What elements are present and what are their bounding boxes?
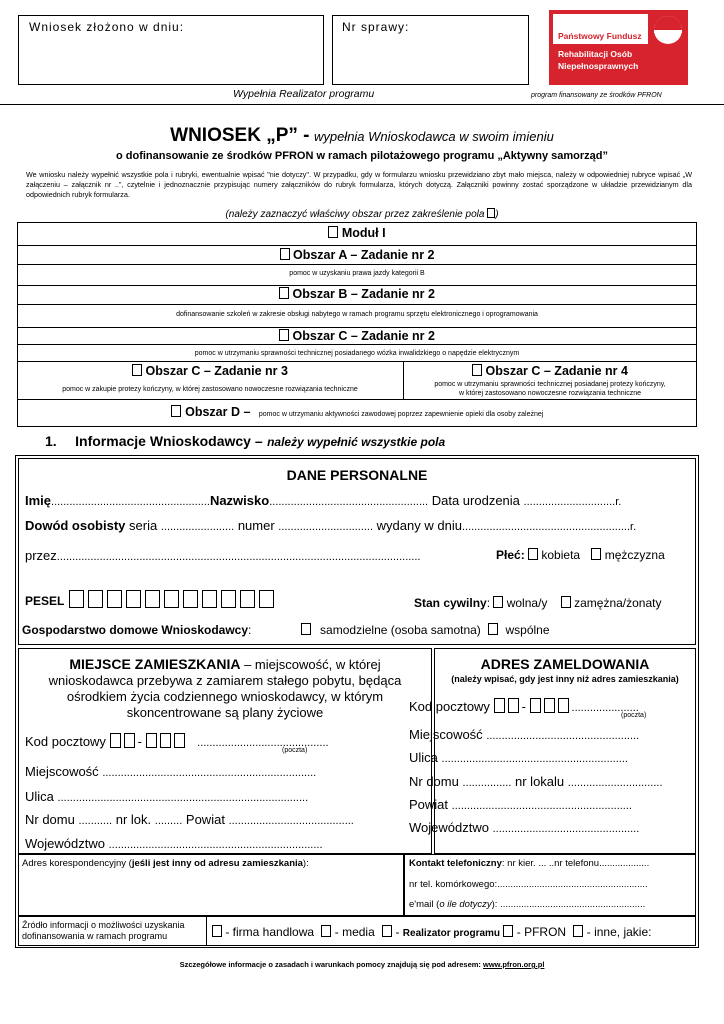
marital-single-label: wolna/y (506, 596, 548, 610)
pesel-digit[interactable] (202, 590, 217, 608)
residence-county-field[interactable]: ......................................... (228, 815, 354, 827)
marital-married-checkbox[interactable] (561, 596, 571, 608)
source-label-2: dofinansowania w ramach programu (22, 931, 168, 941)
phone-row[interactable] (409, 858, 649, 869)
case-number-label: Nr sprawy: (342, 20, 410, 34)
residence-voivodeship-field[interactable]: ...................................................................... (108, 839, 323, 851)
area-b2-desc: dofinansowanie szkoleń w zakresie obsługi nabytego w ramach programu sprzętu elektronicznego i oprogramowania (176, 311, 538, 318)
logo-line-1: Państwowy Fundusz (558, 31, 642, 41)
pesel-digit[interactable] (164, 590, 179, 608)
postcode-digit[interactable] (146, 733, 157, 748)
birth-date-label: Data urodzenia (431, 493, 520, 508)
area-c3-checkbox[interactable] (132, 364, 142, 376)
registration-flat-label: nr lokalu (515, 774, 565, 789)
section-1-title: Informacje Wnioskodawcy – (75, 433, 263, 449)
area-c2-row[interactable] (17, 329, 697, 343)
areas-line-2 (17, 264, 697, 265)
id-number-label: numer (237, 518, 275, 533)
name-row (25, 493, 621, 508)
pfron-logo (549, 10, 688, 85)
area-a2-row[interactable] (17, 248, 697, 262)
household-label: Gospodarstwo domowe Wnioskodawcy (22, 623, 249, 637)
form-title-main: WNIOSEK „P” - (170, 125, 310, 146)
last-name-label: Nazwisko (209, 493, 270, 508)
email-label-italic: o ile dotyczy (439, 899, 492, 910)
pesel-digit[interactable] (221, 590, 236, 608)
source-pfron-label: - PFRON (516, 925, 567, 939)
source-realizator-checkbox[interactable] (382, 925, 392, 937)
section-1-heading (45, 433, 445, 451)
registration-street-field[interactable]: ............................................................. (441, 753, 628, 765)
residence-house-row (25, 812, 354, 827)
area-c4-checkbox[interactable] (472, 364, 482, 376)
areas-line-4 (17, 304, 697, 305)
pesel-digit[interactable] (88, 590, 103, 608)
residence-flat-field[interactable]: ......... (154, 815, 183, 827)
areas-line-3 (17, 285, 697, 286)
id-issued-label: wydany w dniu (376, 518, 462, 533)
intro-text: We wniosku należy wypełnić wszystkie pola i rubryki, ewentualnie wpisać "nie dotyczy". W przypadku, gdy w formularzu wniosku przewidziano zbyt mało miejsca, należy w odpowiedniej rubryce wpisać „W załączeniu – załącznik nr ..”, czytelnie i jednoznacznie przypisując numery załączników do rubryk formularza, których dotyczą. Załączniki powinny zostać sporządzone w układzie przewidzianym dla odpowiednich rubryk formularza. (26, 170, 692, 199)
logo-title-strip (553, 14, 648, 44)
areas-line-6 (17, 344, 697, 345)
registration-house-row (409, 774, 663, 789)
postcode-digit[interactable] (110, 733, 121, 748)
area-c3-row[interactable] (17, 364, 403, 378)
residence-desc-4: skoncentrowane są plany życiowe (126, 705, 324, 720)
email-label: e'mail ( (409, 899, 440, 910)
registration-voivodeship-row (409, 820, 639, 835)
submitted-date-box[interactable] (18, 15, 324, 85)
residence-post-office-caption: (poczta) (282, 747, 308, 754)
area-c4-desc-2: w której zastosowano nowoczesne rozwiązania techniczne (458, 390, 642, 397)
mark-note: (należy zaznaczyć właściwy obszar przez zakreślenie pola ) (225, 209, 499, 220)
mobile-row[interactable]: nr tel. komórkowego:......................................................... (409, 879, 648, 890)
email-field[interactable]: ): ....................................................... (491, 899, 646, 910)
logo-line-3: Niepełnosprawnych (558, 61, 639, 71)
pesel-digit[interactable] (240, 590, 255, 608)
registration-post-office-field[interactable]: ...................... (571, 702, 639, 714)
residence-house-field[interactable]: ........... (78, 815, 113, 827)
source-shop-checkbox[interactable] (212, 925, 222, 937)
registration-street-row (409, 750, 628, 765)
area-a2-desc: pomoc w uzyskaniu prawa jazdy kategorii B (289, 270, 425, 277)
section-1-number: 1. (45, 433, 57, 449)
postcode-digit[interactable] (124, 733, 135, 748)
pesel-digit[interactable] (145, 590, 160, 608)
registration-street-label: Ulica (409, 750, 438, 765)
issuer-row (25, 548, 420, 563)
postcode-digit[interactable] (160, 733, 171, 748)
residence-voivodeship-label: Województwo (25, 836, 105, 851)
first-name-label: Imię (25, 493, 52, 508)
areas-line-1 (17, 245, 697, 246)
residence-street-row (25, 789, 308, 804)
postcode-digit[interactable] (508, 698, 519, 713)
registration-flat-field[interactable]: ............................... (567, 777, 663, 789)
id-series-field[interactable]: ........................ (160, 521, 235, 533)
header-divider (0, 104, 724, 105)
gender-male-label: mężczyzna (604, 548, 665, 562)
source-other-label: - inne, jakie: (586, 925, 652, 939)
postcode-digit[interactable] (530, 698, 541, 713)
correspondence-label-end: ): (302, 858, 309, 869)
household-single-checkbox[interactable] (301, 623, 311, 635)
pesel-digit[interactable] (183, 590, 198, 608)
registration-house-label: Nr domu (409, 774, 459, 789)
form-subtitle: o dofinansowanie ze środków PFRON w ramach pilotażowego programu „Aktywny samorząd” (115, 150, 609, 162)
residence-street-field[interactable]: .................................................................................. (57, 792, 309, 804)
mark-note-text: (należy zaznaczyć właściwy obszar przez zakreślenie pola (225, 209, 485, 220)
marital-row: Stan cywilny: wolna/y zamężna/żonaty (414, 596, 662, 610)
residence-postcode-row: Kod pocztowy - ........................................... (25, 734, 329, 749)
residence-desc-1: – miejscowość, w której (244, 657, 381, 672)
household-shared-checkbox[interactable] (488, 623, 498, 635)
area-b2-row[interactable] (17, 287, 697, 301)
logo-emblem-icon (651, 13, 685, 47)
email-row[interactable] (409, 899, 645, 910)
marital-single-checkbox[interactable] (493, 596, 503, 608)
source-realizator-dash: - (395, 925, 400, 939)
first-name-field[interactable]: .................................................... (51, 496, 210, 508)
id-row (25, 518, 636, 533)
personal-heading: DANE PERSONALNE (286, 467, 428, 483)
last-name-field[interactable]: .................................................... (269, 496, 429, 508)
form-title (0, 125, 724, 147)
residence-flat-label: nr lok. (115, 812, 152, 827)
registration-postcode-row: Kod pocztowy - ...................... (409, 699, 639, 714)
area-c2-checkbox[interactable] (279, 329, 289, 341)
residence-post-office-field[interactable]: ........................................... (197, 737, 329, 749)
source-other-checkbox[interactable] (573, 925, 583, 937)
residence-county-label: Powiat (185, 812, 225, 827)
phone-label: Kontakt telefoniczny (409, 858, 502, 869)
gender-male-checkbox[interactable] (591, 548, 601, 560)
id-number-field[interactable]: ............................... (278, 521, 374, 533)
birth-date-field[interactable]: ..............................r. (523, 496, 622, 508)
residence-voivodeship-row (25, 836, 323, 851)
registration-county-row (409, 797, 632, 812)
residence-city-row (25, 764, 316, 779)
registration-voivodeship-label: Województwo (409, 820, 489, 835)
registration-note: (należy wpisać, gdy jest inny niż adres zamieszkania) (451, 674, 679, 684)
areas-line-8 (17, 399, 697, 400)
registration-postcode-label: Kod pocztowy (409, 699, 490, 714)
source-media-label: - media (334, 925, 375, 939)
area-b2-checkbox[interactable] (279, 287, 289, 299)
area-c4-title: Obszar C – Zadanie nr 4 (485, 364, 628, 378)
areas-line-7 (17, 361, 697, 362)
filled-by-realizator: Wypełnia Realizator programu (233, 88, 375, 100)
postcode-digit[interactable] (558, 698, 569, 713)
residence-postcode-label: Kod pocztowy (25, 734, 106, 749)
area-d-title: Obszar D – (185, 405, 251, 419)
source-label (22, 920, 185, 942)
modul-checkbox[interactable] (328, 226, 338, 238)
source-label-1: Źródło informacji o możliwości uzyskania (22, 920, 185, 930)
postcode-digit[interactable] (544, 698, 555, 713)
id-card-label: Dowód osobisty (25, 518, 126, 533)
modul-label: Moduł I (341, 226, 386, 240)
logo-line-2: Rehabilitacji Osób (558, 49, 633, 59)
section-1-title-suffix: należy wypełnić wszystkie pola (267, 435, 446, 449)
household-row: Gospodarstwo domowe Wnioskodawcy: samodzielne (osoba samotna) wspólne (22, 623, 550, 637)
pesel-label: PESEL (25, 594, 65, 608)
residence-desc-3: ośrodkiem życia codziennego wnioskodawcy, w którym (66, 689, 384, 704)
postcode-digit[interactable] (174, 733, 185, 748)
phone-field[interactable]: : nr kier. ... ..nr telefonu................... (501, 858, 650, 869)
issuer-label: przez (25, 548, 57, 563)
id-issued-field[interactable]: .......................................................r. (461, 521, 637, 533)
household-shared-label: wspólne (505, 623, 550, 637)
residence-desc-2: wnioskodawca przebywa z zamiarem stałego pobytu, będąca (48, 673, 402, 688)
registration-county-label: Powiat (409, 797, 449, 812)
residence-street-label: Ulica (25, 789, 54, 804)
source-shop-label: - firma handlowa (225, 925, 315, 939)
area-b2-title: Obszar B – Zadanie nr 2 (292, 287, 435, 301)
registration-city-label: Miejscowość (409, 727, 483, 742)
sample-checkbox-icon (487, 208, 495, 218)
correspondence-label-bold: jeśli jest inny od adresu zamieszkania (131, 858, 303, 869)
source-options (212, 925, 651, 939)
area-c2-desc: pomoc w utrzymaniu sprawności technicznej posiadanego wózka inwalidzkiego o napędzie elektrycznym (194, 350, 520, 357)
issuer-field[interactable]: ....................................................................................................................... (56, 551, 421, 563)
registration-post-office-caption: (poczta) (621, 712, 647, 719)
footer-link[interactable]: www.pfron.org.pl (483, 960, 545, 969)
residence-heading: MIEJSCE ZAMIESZKANIA (69, 656, 241, 672)
area-c3-title: Obszar C – Zadanie nr 3 (145, 364, 288, 378)
pesel-digit[interactable] (107, 590, 122, 608)
source-pfron-checkbox[interactable] (503, 925, 513, 937)
correspondence-label-start: Adres korespondencyjny ( (22, 858, 132, 869)
pesel-digit[interactable] (126, 590, 141, 608)
registration-county-field[interactable]: ........................................................... (451, 800, 632, 812)
id-series-label: seria (129, 518, 158, 533)
registration-city-field[interactable]: .................................................. (486, 730, 640, 742)
residence-city-label: Miejscowość (25, 764, 99, 779)
area-d-checkbox[interactable] (171, 405, 181, 417)
area-d-desc: pomoc w utrzymaniu aktywności zawodowej poprzez zapewnienie opieki dla osoby zależnej (258, 411, 544, 418)
pesel-digit[interactable] (69, 590, 84, 608)
postcode-digit[interactable] (494, 698, 505, 713)
pesel-digit[interactable] (259, 590, 274, 608)
modul-row[interactable] (17, 226, 697, 240)
footer-text: Szczegółowe informacje o zasadach i warunkach pomocy znajdują się pod adresem: (179, 960, 481, 969)
marital-label: Stan cywilny (414, 596, 487, 610)
area-c2-title: Obszar C – Zadanie nr 2 (292, 329, 435, 343)
area-a2-checkbox[interactable] (280, 248, 290, 260)
submitted-date-label: Wniosek złożono w dniu: (29, 20, 185, 34)
area-c3-desc: pomoc w zakupie protezy kończyny, w której zastosowano nowoczesne rozwiązania techniczne (62, 386, 358, 393)
source-realizator-label: Realizator programu (402, 928, 501, 939)
form-title-suffix: wypełnia Wnioskodawca w swoim imieniu (313, 129, 554, 144)
residence-house-label: Nr domu (25, 812, 75, 827)
gender-row: Płeć: kobieta mężczyzna (496, 548, 665, 562)
registration-house-field[interactable]: ................ (462, 777, 512, 789)
registration-city-row (409, 727, 639, 742)
area-a2-title: Obszar A – Zadanie nr 2 (293, 248, 435, 262)
pesel-field[interactable] (69, 592, 278, 609)
correspondence-label (22, 858, 309, 869)
pesel-row (25, 590, 278, 610)
areas-line-5 (17, 327, 697, 328)
gender-female-label: kobieta (541, 548, 581, 562)
footer-note (0, 960, 724, 969)
residence-city-field[interactable]: ...................................................................... (102, 767, 317, 779)
source-media-checkbox[interactable] (321, 925, 331, 937)
residence-heading-block (18, 656, 432, 721)
financed-note: program finansowany ze środków PFRON (531, 92, 662, 99)
case-number-box[interactable] (332, 15, 529, 85)
area-d-row[interactable] (17, 403, 697, 421)
area-c4-desc-1: pomoc w utrzymaniu sprawności technicznej posiadanej protezy kończyny, (434, 381, 666, 388)
source-divider (206, 916, 207, 946)
household-single-label: samodzielne (osoba samotna) (320, 623, 481, 637)
gender-label: Płeć (496, 548, 521, 562)
registration-voivodeship-field[interactable]: ................................................ (492, 823, 640, 835)
marital-married-label: zamężna/żonaty (574, 596, 662, 610)
registration-heading: ADRES ZAMELDOWANIA (480, 656, 650, 672)
gender-female-checkbox[interactable] (528, 548, 538, 560)
area-c4-row[interactable] (403, 364, 697, 378)
